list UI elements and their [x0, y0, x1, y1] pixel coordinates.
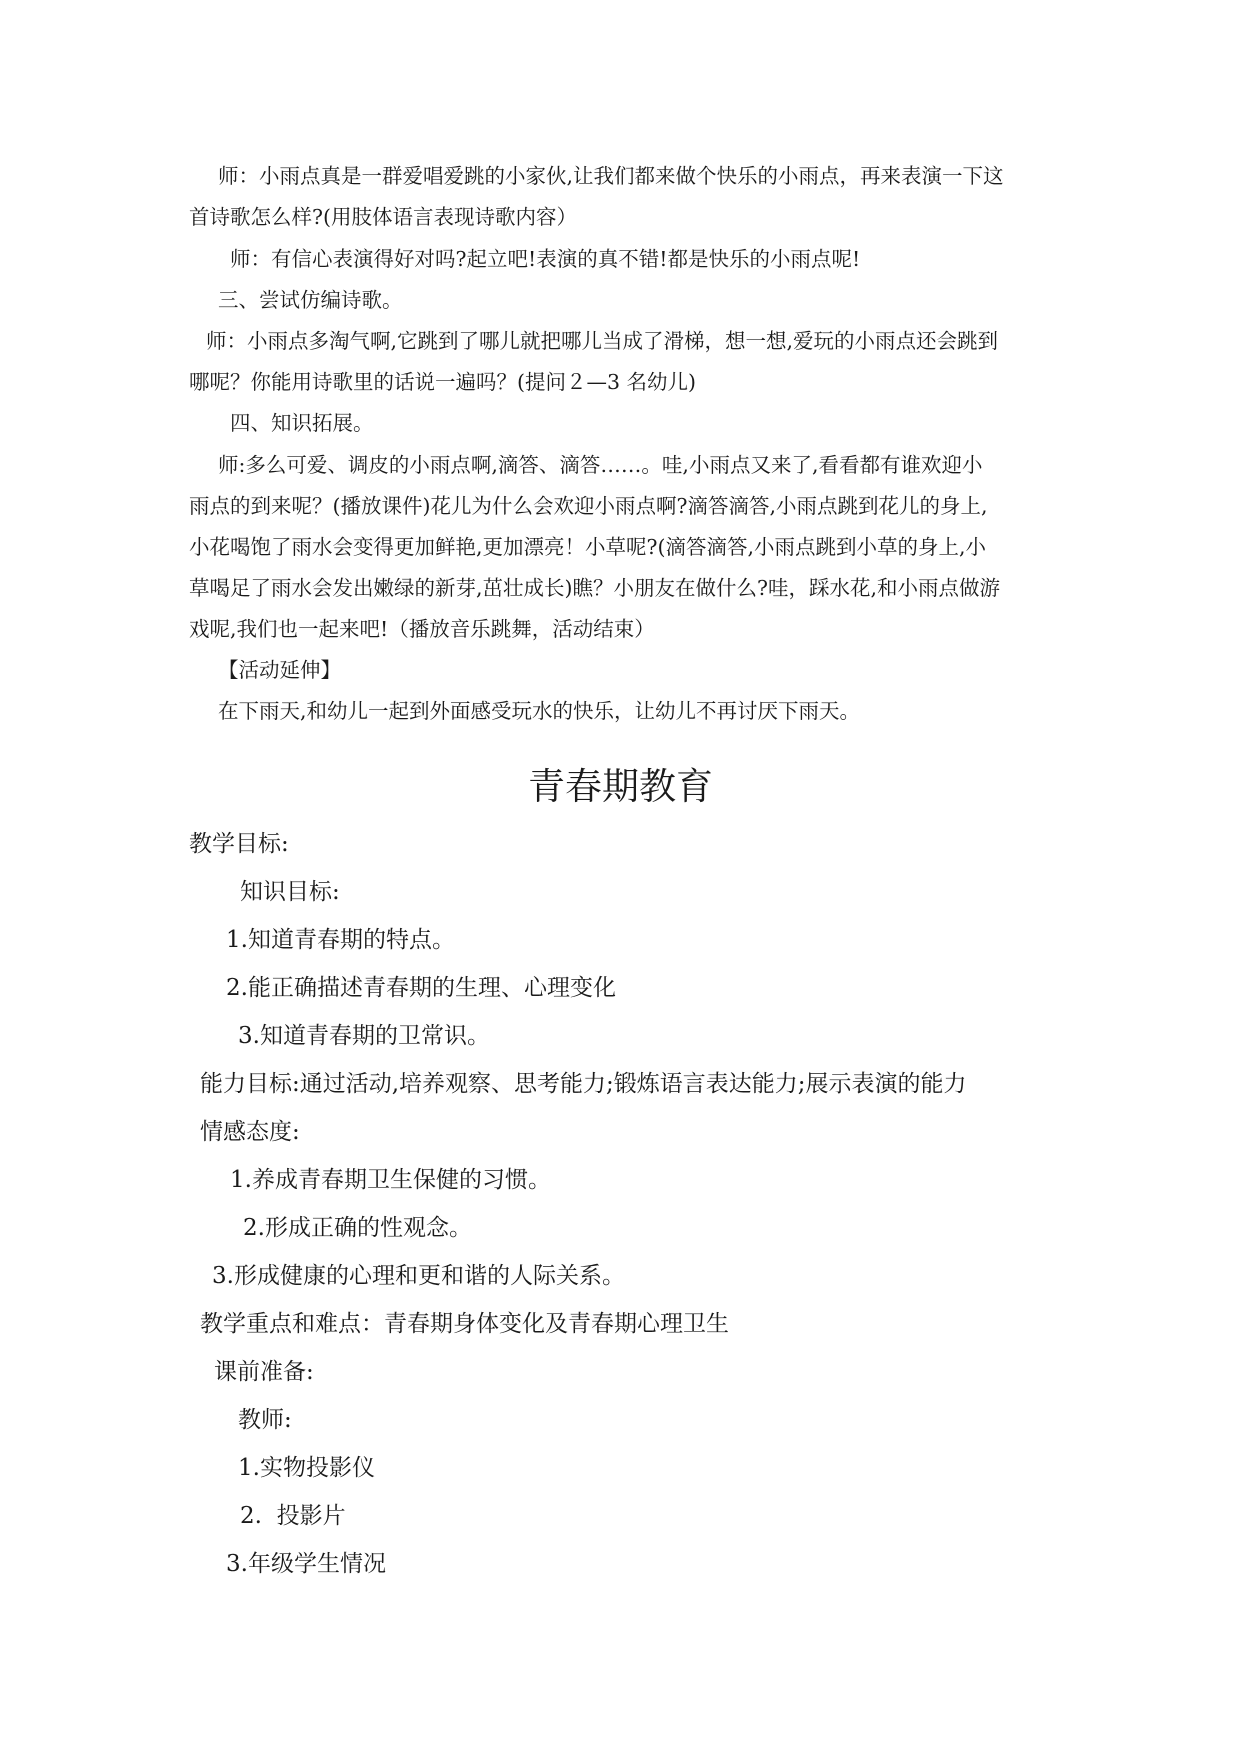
list-item: 3.知道青春期的卫常识。	[238, 1023, 490, 1049]
paragraph-line: 师：小雨点真是一群爱唱爱跳的小家伙,让我们都来做个快乐的小雨点，再来表演一下这	[218, 164, 1004, 188]
subheading-attitude: 情感态度:	[200, 1119, 300, 1145]
paragraph-line: 雨点的到来呢？(播放课件)花儿为什么会欢迎小雨点啊?滴答滴答,小雨点跳到花儿的身上,	[189, 494, 988, 518]
subheading-teacher: 教师:	[238, 1407, 292, 1433]
ability-goals: 能力目标:通过活动,培养观察、思考能力;锻炼语言表达能力;展示表演的能力	[200, 1071, 967, 1097]
list-item: 2.形成正确的性观念。	[243, 1215, 472, 1241]
list-item: 2.能正确描述青春期的生理、心理变化	[226, 975, 616, 1001]
subheading-knowledge-goals: 知识目标:	[240, 879, 340, 905]
paragraph-line: 在下雨天,和幼儿一起到外面感受玩水的快乐，让幼儿不再讨厌下雨天。	[218, 699, 861, 723]
paragraph-line: 师：小雨点多淘气啊,它跳到了哪儿就把哪儿当成了滑梯，想一想,爱玩的小雨点还会跳到	[206, 329, 999, 353]
list-item: 1.知道青春期的特点。	[226, 927, 455, 953]
document-title: 青春期教育	[528, 765, 713, 808]
section-heading: 三、尝试仿编诗歌。	[218, 288, 403, 312]
list-item: 3.形成健康的心理和更和谐的人际关系。	[212, 1263, 625, 1289]
list-item: 3.年级学生情况	[226, 1551, 386, 1577]
paragraph-line: 草喝足了雨水会发出嫩绿的新芽,茁壮成长)瞧？小朋友在做什么?哇，踩水花,和小雨点做游	[189, 576, 1001, 600]
paragraph-line: 师:多么可爱、调皮的小雨点啊,滴答、滴答……。哇,小雨点又来了,看看都有谁欢迎小	[218, 453, 983, 477]
subheading-preparation: 课前准备:	[214, 1359, 314, 1385]
list-item: 1.实物投影仪	[238, 1455, 375, 1481]
section-heading: 四、知识拓展。	[230, 411, 374, 435]
key-points: 教学重点和难点：青春期身体变化及青春期心理卫生	[200, 1311, 729, 1337]
paragraph-line: 首诗歌怎么样?(用肢体语言表现诗歌内容）	[189, 205, 577, 229]
paragraph-line: 戏呢,我们也一起来吧!（播放音乐跳舞，活动结束）	[189, 617, 655, 641]
paragraph-line: 哪呢？你能用诗歌里的话说一遍吗？(提问２—3 名幼儿)	[189, 370, 697, 394]
paragraph-line: 小花喝饱了雨水会变得更加鲜艳,更加漂亮！小草呢?(滴答滴答,小雨点跳到小草的身上,小	[189, 535, 987, 559]
paragraph-line: 师：有信心表演得好对吗?起立吧!表演的真不错!都是快乐的小雨点呢!	[230, 247, 861, 271]
list-item: 2. 投影片	[240, 1503, 346, 1529]
section-heading: 【活动延伸】	[218, 658, 341, 682]
heading-teaching-goals: 教学目标:	[189, 831, 289, 857]
list-item: 1.养成青春期卫生保健的习惯。	[230, 1167, 551, 1193]
